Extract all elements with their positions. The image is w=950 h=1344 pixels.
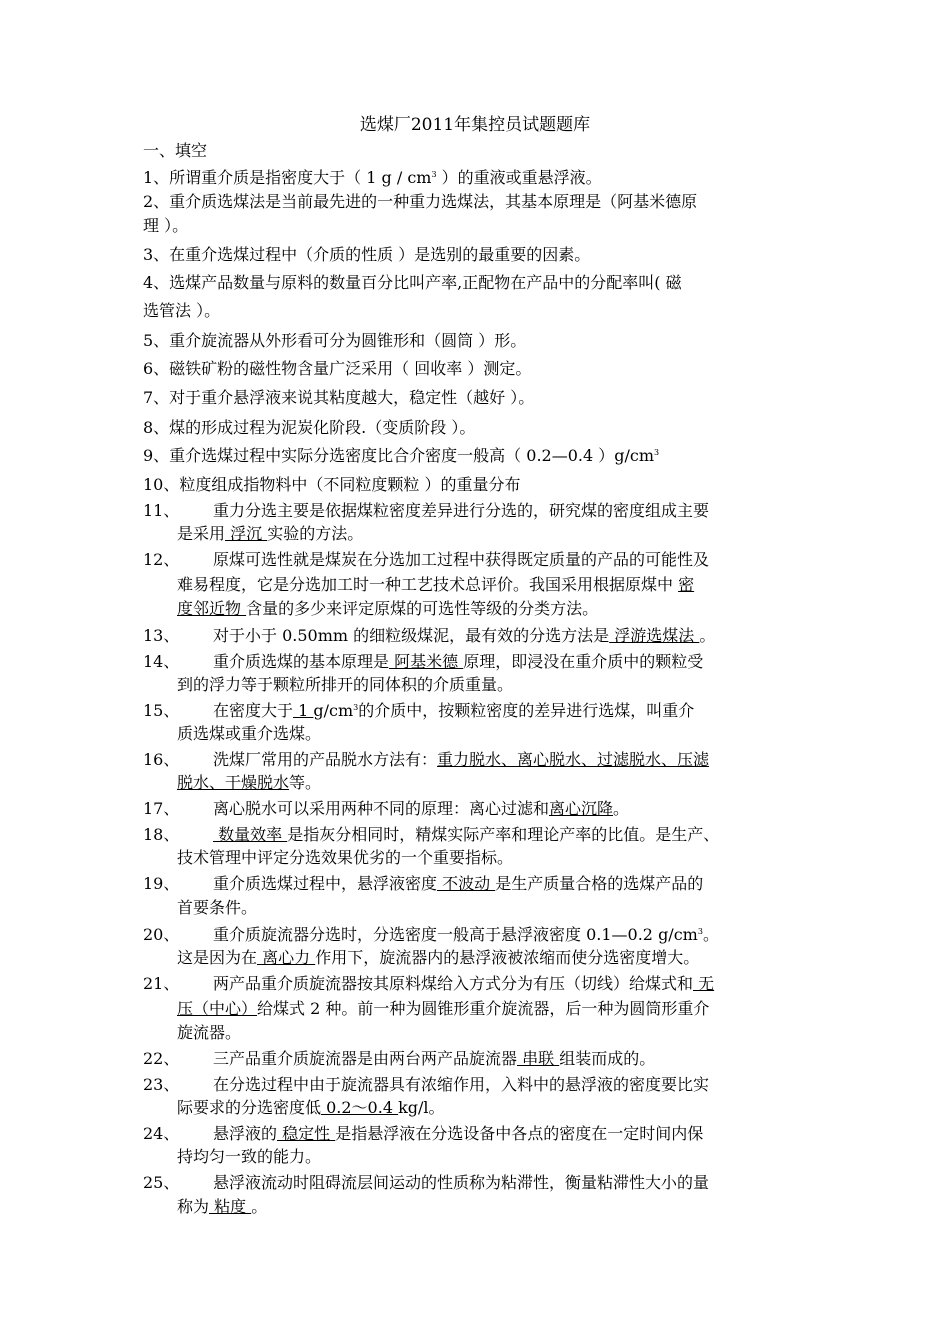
question-18-cont: 技术管理中评定分选效果优劣的一个重要指标。 [177, 848, 514, 867]
question-15: 15、 在密度大于 1 $g/cm^3$的介质中，按颗粒密度的差异进行选煤，叫重介 [143, 701, 695, 720]
question-12: 12、 原煤可选性就是煤炭在分选加工过程中获得既定质量的产品的可能性及 [143, 550, 710, 569]
question-20-cont: 这是因为在 离心力 作用下，旋流器内的悬浮液被浓缩而使分选密度增大。 [177, 948, 700, 967]
question-13: 13、 对于小于 0.50mm 的细粒级煤泥，最有效的分选方法是 浮游选煤法 。 [143, 626, 716, 645]
answer-23: 0.2～0.4 [321, 1098, 399, 1117]
answer-13: 浮游选煤法 [609, 626, 700, 645]
question-7: 7、对于重介悬浮液来说其粘度越大，稳定性（越好 ）。 [143, 388, 535, 407]
answer-11: 浮沉 [225, 524, 268, 543]
answer-20: 离心力 [257, 948, 316, 967]
question-1: 1、所谓重介质是指密度大于（ 1 g / $cm^3$ ）的重液或重悬浮液。 [143, 168, 602, 187]
question-2: 2、重介质选煤法是当前最先进的一种重力选煤法，其基本原理是（阿基米德原 [143, 192, 698, 211]
question-4: 4、选煤产品数量与原料的数量百分比叫产率,正配物在产品中的分配率叫( 磁 [143, 273, 682, 292]
question-19: 19、 重介质选煤过程中，悬浮液密度 不波动 是生产质量合格的选煤产品的 [143, 874, 704, 893]
question-21: 21、 两产品重介质旋流器按其原料煤给入方式分为有压（切线）给煤式和 无 [143, 974, 715, 993]
question-2-cont: 理 ）。 [143, 216, 189, 235]
question-6: 6、磁铁矿粉的磁性物含量广泛采用（ 回收率 ）测定。 [143, 359, 532, 378]
question-22: 22、 三产品重介质旋流器是由两台两产品旋流器 串联 组装而成的。 [143, 1049, 656, 1068]
question-19-cont: 首要条件。 [177, 898, 258, 917]
question-3: 3、在重介选煤过程中（介质的性质 ）是选别的最重要的因素。 [143, 245, 591, 264]
question-14-cont: 到的浮力等于颗粒所排开的同体积的介质重量。 [177, 675, 514, 694]
question-4-cont: 选管法 ）。 [143, 301, 221, 320]
question-11: 11、 重力分选主要是依据煤粒密度差异进行分选的，研究煤的密度组成主要 [143, 501, 710, 520]
answer-21: 无 [693, 974, 715, 993]
answer-15: 1 [293, 701, 314, 720]
question-14: 14、 重介质选煤的基本原理是 阿基米德 原理，即浸没在重介质中的颗粒受 [143, 652, 704, 671]
section-heading: 一、填空 [143, 141, 208, 160]
question-18: 18、 数量效率 是指灰分相同时，精煤实际产率和理论产率的比值。是生产、 [143, 825, 720, 844]
answer-19: 不波动 [437, 874, 496, 893]
question-24: 24、 悬浮液的 稳定性 是指悬浮液在分选设备中各点的密度在一定时间内保 [143, 1124, 704, 1143]
answer-17: 离心沉降 [549, 799, 614, 818]
question-12-cont2: 度邻近物 含量的多少来评定原煤的可选性等级的分类方法。 [177, 599, 599, 618]
question-25: 25、 悬浮液流动时阻碍流层间运动的性质称为粘滞性，衡量粘滞性大小的量 [143, 1173, 710, 1192]
question-24-cont: 持均匀一致的能力。 [177, 1147, 322, 1166]
answer-16: 重力脱水、离心脱水、过滤脱水、压滤 [437, 750, 710, 769]
answer-25: 粘度 [209, 1197, 252, 1216]
answer-14: 阿基米德 [389, 652, 464, 671]
question-10: 10、粒度组成指物料中（不同粒度颗粒 ）的重量分布 [143, 475, 521, 494]
question-21-cont: 压（中心）给煤式 2 种。前一种为圆锥形重介旋流器，后一种为圆筒形重介 [177, 999, 710, 1018]
question-11-cont: 是采用 浮沉 实验的方法。 [177, 524, 364, 543]
answer-18: 数量效率 [213, 825, 288, 844]
question-15-cont: 质选煤或重介选煤。 [177, 724, 322, 743]
question-20: 20、 重介质旋流器分选时，分选密度一般高于悬浮液密度 0.1—0.2 $g/cm^3$。 [143, 925, 719, 944]
question-25-cont: 称为 粘度 。 [177, 1197, 268, 1216]
answer-12: 密 [678, 575, 695, 594]
question-9: 9、重介选煤过程中实际分选密度比合介密度一般高（ 0.2—0.4 ）$g/cm^3$ [143, 446, 660, 465]
question-21-cont2: 旋流器。 [177, 1023, 242, 1042]
document-title: 选煤厂2011年集控员试题题库 [359, 115, 591, 135]
question-16: 16、 洗煤厂常用的产品脱水方法有：重力脱水、离心脱水、过滤脱水、压滤 [143, 750, 710, 769]
question-8: 8、煤的形成过程为泥炭化阶段.（变质阶段 ）。 [143, 418, 476, 437]
question-23: 23、 在分选过程中由于旋流器具有浓缩作用，入料中的悬浮液的密度要比实 [143, 1075, 710, 1094]
question-5: 5、重介旋流器从外形看可分为圆锥形和（圆筒 ）形。 [143, 331, 527, 350]
answer-24: 稳定性 [277, 1124, 336, 1143]
question-23-cont: 际要求的分选密度低 0.2～0.4 kg/l。 [177, 1098, 445, 1117]
question-17: 17、 离心脱水可以采用两种不同的原理：离心过滤和离心沉降。 [143, 799, 630, 818]
question-12-cont: 难易程度，它是分选加工时一种工艺技术总评价。我国采用根据原煤中 密 [177, 575, 695, 594]
answer-22: 串联 [517, 1049, 560, 1068]
question-16-cont: 脱水、干燥脱水等。 [177, 773, 322, 792]
